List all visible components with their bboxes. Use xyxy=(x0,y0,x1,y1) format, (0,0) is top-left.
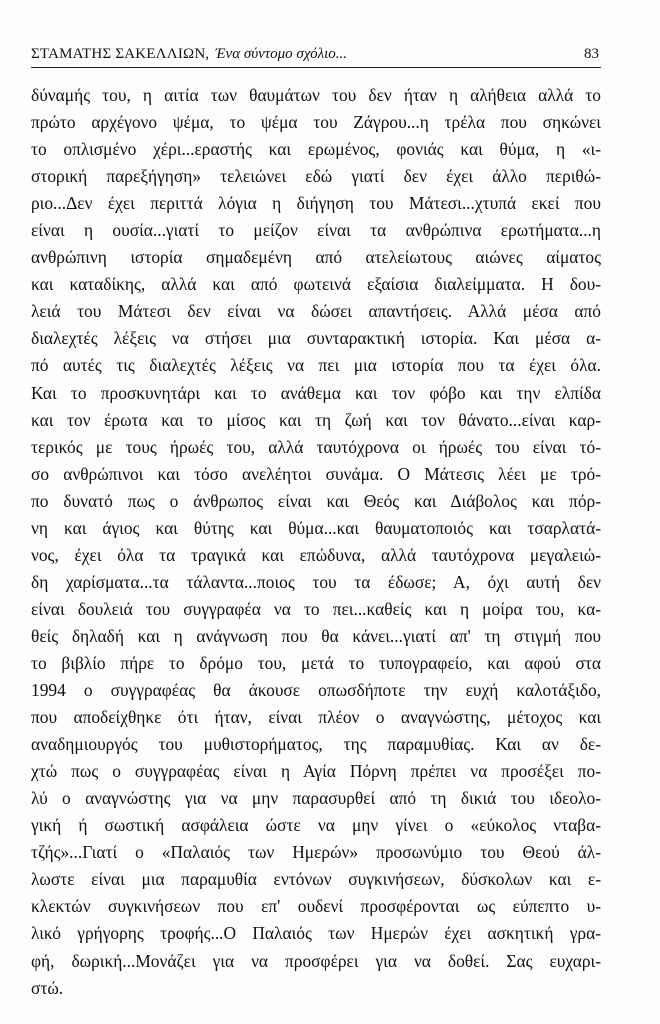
text-line: θείς δηλαδή και η ανάγνωση που θα κάνει...γιατί απ' τη στιγμή που xyxy=(31,625,601,646)
text-line: κλεκτών συγκινήσεων που επ' ουδενί προσφέρονται ως εύπεπτο υ- xyxy=(31,896,601,917)
text-line: και καταδίκης, αλλά και από φωτεινά εξαίσια διαλείμματα. Η δου- xyxy=(31,274,601,295)
text-line: νος, έχει όλα τα τραγικά και επώδυνα, αλλά ταυτόχρονα μεγαλειώ- xyxy=(31,544,601,565)
text-line: φή, δωρική...Μονάζει για να προσφέρει για να δοθεί. Σας ευχαρι- xyxy=(31,950,601,971)
text-line: χτώ πως ο συγγραφέας είναι η Αγία Πόρνη πρέπει να προσέξει πο- xyxy=(31,761,601,782)
text-line: τερικός με τους ήρωές του, αλλά ταυτόχρονα οι ήρωές του είναι τό- xyxy=(31,436,601,457)
text-line: γική ή σωστική ασφάλεια ώστε να μην γίνει ο «εύκολος νταβα- xyxy=(31,815,601,836)
text-line: πο δυνατό πως ο άνθρωπος είναι και Θεός και Διάβολος και πόρ- xyxy=(31,490,601,511)
text-line: και τον έρωτα και το μίσος και τη ζωή και τον θάνατο...είναι καρ- xyxy=(31,409,601,430)
page-number: 83 xyxy=(584,46,599,62)
text-line: αναδημιουργός του μυθιστορήματος, της παραμυθίας. Και αν δε- xyxy=(31,734,601,755)
text-line: δη χαρίσματα...τα τάλαντα...ποιος του τα έδωσε; Α, όχι αυτή δεν xyxy=(31,571,601,592)
text-line: λωστε είναι μια παραμυθία εντόνων συγκινήσεων, δύσκολων και ε- xyxy=(31,869,601,890)
text-line: δύναμής του, η αιτία των θαυμάτων του δεν ήταν η αλήθεια αλλά το xyxy=(31,85,601,105)
text-line: νη και άγιος και θύτης και θύμα...και θαυματοποιός και τσαρλατά- xyxy=(31,517,601,538)
text-line: που αποδείχθηκε ότι ήταν, είναι πλέον ο αναγνώστης, μέτοχος και xyxy=(31,707,601,728)
text-line: πρώτο αρχέγονο ψέμα, το ψέμα του Ζάγρου...η τρέλα που σηκώνει xyxy=(31,112,601,133)
text-line: το βιβλίο πήρε το δρόμο του, μετά το τυπογραφείο, και αφού στα xyxy=(31,652,601,673)
text-line: πό αυτές τις διαλεχτές λέξεις να πει μια ιστορία που τα έχει όλα. xyxy=(31,355,601,376)
text-line: στώ. xyxy=(31,977,64,998)
running-header xyxy=(31,45,601,68)
text-line: λικό γρήγορης τροφής...Ο Παλαιός των Ημερών έχει ασκητική γρα- xyxy=(31,923,601,944)
text-line: στορική παρεξήγηση» τελειώνει εδώ γιατί δεν έχει άλλο περιθώ- xyxy=(31,166,601,187)
text-line: σο ανθρώπινοι και τόσο ανελέητοι συνάμα. Ο Μάτεσις λέει με τρό- xyxy=(31,463,601,484)
text-line: Και το προσκυνητάρι και το ανάθεμα και τον φόβο και την ελπίδα xyxy=(31,382,601,403)
text-line: ριο...Δεν έχει περιττά λόγια η διήγηση του Μάτεσι...χτυπά εκεί που xyxy=(31,193,601,214)
text-line: ανθρώπινη ιστορία σημαδεμένη από ατελείωτους αιώνες αίματος xyxy=(31,247,601,268)
text-line: το οπλισμένο χέρι...εραστής και ερωμένος, φονιάς και θύμα, η «ι- xyxy=(31,139,601,160)
text-line: λύ ο αναγνώστης για να μην παρασυρθεί από τη δικιά του ιδεολο- xyxy=(31,788,601,809)
text-line: είναι η ουσία...γιατί το μείζον είναι τα ανθρώπινα ερωτήματα...η xyxy=(31,220,601,241)
text-line: λειά του Μάτεσι δεν είναι να δώσει απαντήσεις. Αλλά μέσα από xyxy=(31,301,601,322)
text-line: είναι δουλειά του συγγραφέα να το πει...καθείς και η μοίρα του, κα- xyxy=(31,598,601,619)
text-line: διαλεχτές λέξεις να στήσει μια συνταρακτική ιστορία. Και μέσα α- xyxy=(31,328,601,349)
text-line: 1994 ο συγγραφέας θα άκουσε οπωσδήποτε την ευχή καλοτάξιδο, xyxy=(31,680,601,701)
header-author: ΣΤΑΜΑΤΗΣ ΣΑΚΕΛΛΙΩΝ, xyxy=(31,46,210,62)
header-title: Ένα σύντομο σχόλιο... xyxy=(215,46,348,62)
text-line: τζής»...Γιατί ο «Παλαιός των Ημερών» προσωνύμιο του Θεού άλ- xyxy=(31,842,601,863)
body-text xyxy=(31,82,601,1002)
